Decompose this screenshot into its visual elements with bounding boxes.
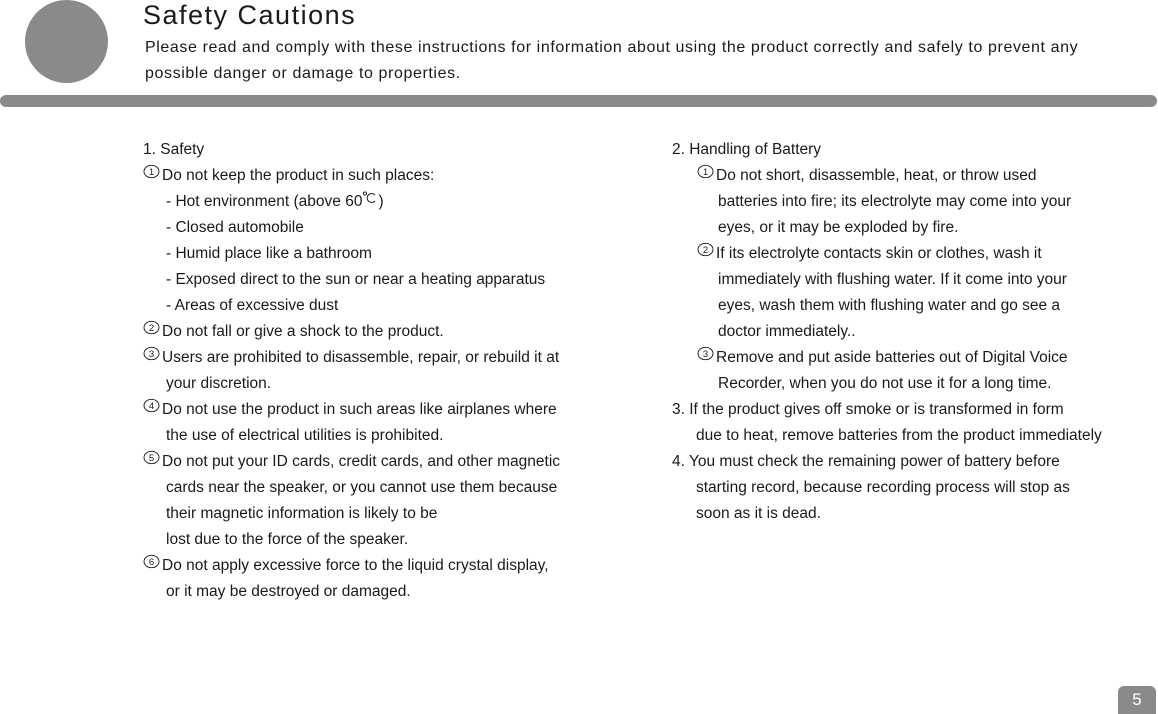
- section-title-battery: 2. Handling of Battery: [672, 141, 822, 158]
- safety-item-3: [143, 345, 560, 371]
- safety-sub-hot: [143, 189, 560, 215]
- svg-text:2: 2: [702, 245, 709, 256]
- safety-item-3-text: Users are prohibited to disassemble, repair, or rebuild it at: [162, 349, 560, 367]
- battery-item-2: [672, 241, 1102, 267]
- header-divider-bar: [0, 95, 1157, 107]
- circled-number-6-icon: [143, 552, 160, 578]
- svg-text:4: 4: [148, 401, 155, 412]
- safety-item-6-cont: or it may be destroyed or damaged.: [166, 583, 411, 600]
- safety-item-4-text: Do not use the product in such areas like airplanes where: [162, 401, 557, 419]
- safety-item-6: [143, 553, 560, 579]
- battery-column: [672, 137, 1102, 527]
- svg-text:5: 5: [148, 453, 155, 464]
- page-title: Safety Cautions: [143, 0, 357, 30]
- safety-item-6-text: Do not apply excessive force to the liquid crystal display,: [162, 557, 549, 575]
- circled-number-4-icon: [143, 396, 160, 422]
- page-number-badge: 5: [1118, 686, 1156, 714]
- battery-item-2-cont-3: doctor immediately..: [718, 323, 856, 340]
- svg-text:1: 1: [702, 167, 709, 178]
- section-4-battery-power-cont-2: soon as it is dead.: [696, 505, 821, 522]
- safety-sub-sun: - Exposed direct to the sun or near a heating apparatus: [166, 271, 546, 288]
- circled-number-3-icon: [697, 344, 714, 370]
- safety-sub-automobile: - Closed automobile: [166, 219, 304, 236]
- safety-sub-humid: - Humid place like a bathroom: [166, 245, 372, 262]
- battery-item-2-text: If its electrolyte contacts skin or clothes, wash it: [716, 245, 1042, 263]
- battery-item-2-cont-1: immediately with flushing water. If it come into your: [718, 271, 1067, 288]
- safety-sub-hot-text: - Hot environment (above 60: [166, 193, 363, 211]
- battery-item-3-cont: Recorder, when you do not use it for a long time.: [718, 375, 1052, 392]
- battery-item-1-text: Do not short, disassemble, heat, or throw used: [716, 167, 1037, 185]
- battery-item-1: [672, 163, 1102, 189]
- battery-item-3-text: Remove and put aside batteries out of Digital Voice: [716, 349, 1068, 367]
- circled-number-2-icon: [697, 240, 714, 266]
- svg-text:3: 3: [148, 349, 155, 360]
- safety-item-3-cont: your discretion.: [166, 375, 272, 392]
- safety-item-4: [143, 397, 560, 423]
- safety-column: [143, 137, 560, 605]
- safety-sub-hot-close: ): [378, 193, 384, 211]
- safety-item-1: [143, 163, 560, 189]
- svg-text:2: 2: [148, 323, 155, 334]
- svg-text:6: 6: [148, 557, 155, 568]
- section-3-smoke-cont: due to heat, remove batteries from the product immediately: [696, 427, 1102, 444]
- section-3-smoke: 3. If the product gives off smoke or is transformed in form: [672, 401, 1064, 418]
- section-title-safety: 1. Safety: [143, 141, 205, 158]
- safety-item-5-cont-3: lost due to the force of the speaker.: [166, 531, 409, 548]
- svg-text:1: 1: [148, 167, 155, 178]
- safety-item-5-text: Do not put your ID cards, credit cards, and other magnetic: [162, 453, 561, 471]
- battery-item-2-cont-2: eyes, wash them with flushing water and go see a: [718, 297, 1061, 314]
- circled-number-1-icon: [143, 162, 160, 188]
- safety-item-1-text: Do not keep the product in such places:: [162, 167, 435, 185]
- section-4-battery-power-cont-1: starting record, because recording process will stop as: [696, 479, 1070, 496]
- safety-item-2-text: Do not fall or give a shock to the product.: [162, 323, 444, 341]
- circled-number-5-icon: [143, 448, 160, 474]
- header-circle-decoration: [25, 0, 108, 83]
- safety-item-4-cont: the use of electrical utilities is prohibited.: [166, 427, 444, 444]
- degree-celsius-icon: [362, 188, 378, 214]
- circled-number-2-icon: [143, 318, 160, 344]
- intro-text: Please read and comply with these instructions for information about using the product correctly and safely to prevent any possible danger or damage to properties.: [145, 39, 1079, 82]
- safety-item-2: [143, 319, 560, 345]
- circled-number-1-icon: [697, 162, 714, 188]
- safety-sub-dust: - Areas of excessive dust: [166, 297, 339, 314]
- battery-item-1-cont-2: eyes, or it may be exploded by fire.: [718, 219, 959, 236]
- safety-item-5: [143, 449, 560, 475]
- circled-number-3-icon: [143, 344, 160, 370]
- section-4-battery-power: 4. You must check the remaining power of battery before: [672, 453, 1060, 470]
- battery-item-3: [672, 345, 1102, 371]
- safety-item-5-cont-1: cards near the speaker, or you cannot use them because: [166, 479, 558, 496]
- safety-item-5-cont-2: their magnetic information is likely to be: [166, 505, 438, 522]
- svg-text:3: 3: [702, 349, 709, 360]
- battery-item-1-cont-1: batteries into fire; its electrolyte may come into your: [718, 193, 1072, 210]
